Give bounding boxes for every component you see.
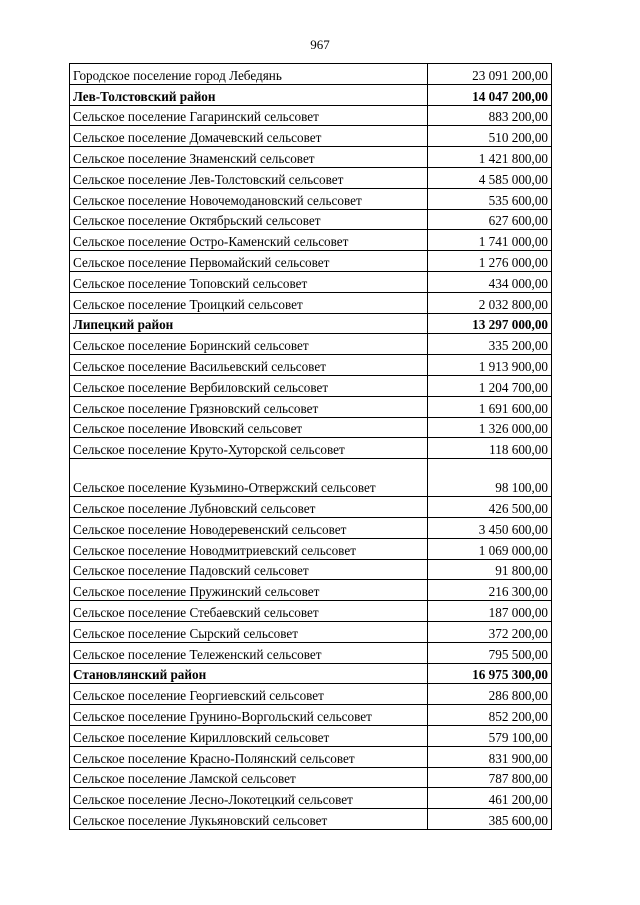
settlement-amount: 1 741 000,00 — [428, 230, 552, 251]
table-row — [70, 601, 552, 622]
table-row — [70, 64, 552, 85]
table-row — [70, 538, 552, 559]
table-row — [70, 334, 552, 355]
table-row — [70, 105, 552, 126]
settlement-amount: 627 600,00 — [428, 209, 552, 230]
settlement-name: Сельское поселение Троицкий сельсовет — [70, 292, 428, 313]
table-row — [70, 396, 552, 417]
settlement-amount: 2 032 800,00 — [428, 292, 552, 313]
settlement-amount: 1 913 900,00 — [428, 355, 552, 376]
table-row — [70, 417, 552, 438]
settlement-amount: 831 900,00 — [428, 746, 552, 767]
district-amount: 13 297 000,00 — [428, 313, 552, 334]
district-name: Липецкий район — [70, 313, 428, 334]
table-body — [70, 64, 552, 830]
table-row — [70, 621, 552, 642]
settlement-amount: 1 421 800,00 — [428, 147, 552, 168]
settlement-name: Сельское поселение Ламской сельсовет — [70, 767, 428, 788]
settlement-amount: 216 300,00 — [428, 580, 552, 601]
settlement-name: Сельское поселение Лукьяновский сельсовет — [70, 809, 428, 830]
settlement-name: Сельское поселение Топовский сельсовет — [70, 271, 428, 292]
district-amount: 14 047 200,00 — [428, 84, 552, 105]
settlement-amount: 1 276 000,00 — [428, 251, 552, 272]
settlement-name: Сельское поселение Кирилловский сельсовет — [70, 725, 428, 746]
settlement-name: Городское поселение город Лебедянь — [70, 64, 428, 85]
settlement-amount: 535 600,00 — [428, 188, 552, 209]
settlement-name: Сельское поселение Октябрьский сельсовет — [70, 209, 428, 230]
settlement-amount: 1 204 700,00 — [428, 375, 552, 396]
settlement-name: Сельское поселение Георгиевский сельсовет — [70, 684, 428, 705]
table-row — [70, 271, 552, 292]
settlement-name: Сельское поселение Грунино-Воргольский сельсовет — [70, 705, 428, 726]
table-row — [70, 355, 552, 376]
settlement-amount: 579 100,00 — [428, 725, 552, 746]
district-amount: 16 975 300,00 — [428, 663, 552, 684]
budget-table — [69, 63, 552, 830]
table-row — [70, 559, 552, 580]
settlement-name: Сельское поселение Домачевский сельсовет — [70, 126, 428, 147]
table-row — [70, 788, 552, 809]
table-row — [70, 497, 552, 518]
settlement-amount: 23 091 200,00 — [428, 64, 552, 85]
table-row — [70, 746, 552, 767]
table-row — [70, 684, 552, 705]
settlement-amount: 372 200,00 — [428, 621, 552, 642]
settlement-amount: 426 500,00 — [428, 497, 552, 518]
settlement-name: Сельское поселение Падовский сельсовет — [70, 559, 428, 580]
settlement-name: Сельское поселение Новодеревенский сельсовет — [70, 517, 428, 538]
settlement-amount: 461 200,00 — [428, 788, 552, 809]
settlement-name: Сельское поселение Знаменский сельсовет — [70, 147, 428, 168]
settlement-amount: 335 200,00 — [428, 334, 552, 355]
table-row — [70, 126, 552, 147]
settlement-amount: 510 200,00 — [428, 126, 552, 147]
settlement-amount: 118 600,00 — [428, 438, 552, 459]
settlement-amount: 1 326 000,00 — [428, 417, 552, 438]
table-row — [70, 459, 552, 497]
district-name: Становлянский район — [70, 663, 428, 684]
settlement-amount: 852 200,00 — [428, 705, 552, 726]
table-row — [70, 292, 552, 313]
table-row — [70, 809, 552, 830]
table-row — [70, 767, 552, 788]
settlement-name: Сельское поселение Лев-Толстовский сельсовет — [70, 167, 428, 188]
settlement-name: Сельское поселение Ивовский сельсовет — [70, 417, 428, 438]
settlement-amount: 3 450 600,00 — [428, 517, 552, 538]
page-number: 967 — [310, 37, 330, 52]
district-name: Лев-Толстовский район — [70, 84, 428, 105]
table-row — [70, 705, 552, 726]
settlement-amount: 4 585 000,00 — [428, 167, 552, 188]
settlement-name: Сельское поселение Новочемодановский сельсовет — [70, 188, 428, 209]
settlement-amount: 385 600,00 — [428, 809, 552, 830]
table-row — [70, 438, 552, 459]
district-row — [70, 84, 552, 105]
settlement-amount: 1 069 000,00 — [428, 538, 552, 559]
settlement-name: Сельское поселение Круто-Хуторской сельсовет — [70, 438, 428, 459]
table-row — [70, 209, 552, 230]
settlement-name: Сельское поселение Гагаринский сельсовет — [70, 105, 428, 126]
settlement-name: Сельское поселение Васильевский сельсовет — [70, 355, 428, 376]
settlement-amount: 434 000,00 — [428, 271, 552, 292]
settlement-name: Сельское поселение Новодмитриевский сельсовет — [70, 538, 428, 559]
settlement-name: Сельское поселение Тележенский сельсовет — [70, 642, 428, 663]
table-row — [70, 517, 552, 538]
district-row — [70, 313, 552, 334]
settlement-name: Сельское поселение Стебаевский сельсовет — [70, 601, 428, 622]
table-row — [70, 642, 552, 663]
settlement-name: Сельское поселение Сырский сельсовет — [70, 621, 428, 642]
settlement-name: Сельское поселение Боринский сельсовет — [70, 334, 428, 355]
settlement-name: Сельское поселение Лесно-Локотецкий сельсовет — [70, 788, 428, 809]
table-row — [70, 147, 552, 168]
settlement-name: Сельское поселение Грязновский сельсовет — [70, 396, 428, 417]
settlement-amount: 187 000,00 — [428, 601, 552, 622]
table-row — [70, 188, 552, 209]
settlement-name: Сельское поселение Пружинский сельсовет — [70, 580, 428, 601]
settlement-amount: 883 200,00 — [428, 105, 552, 126]
settlement-amount: 98 100,00 — [428, 459, 552, 497]
table-row — [70, 251, 552, 272]
settlement-name: Сельское поселение Кузьмино-Отвержский сельсовет — [70, 459, 428, 497]
table-row — [70, 375, 552, 396]
settlement-amount: 91 800,00 — [428, 559, 552, 580]
settlement-name: Сельское поселение Остро-Каменский сельсовет — [70, 230, 428, 251]
settlement-amount: 1 691 600,00 — [428, 396, 552, 417]
table-row — [70, 580, 552, 601]
settlement-amount: 787 800,00 — [428, 767, 552, 788]
table-row — [70, 167, 552, 188]
table-row — [70, 725, 552, 746]
district-row — [70, 663, 552, 684]
settlement-name: Сельское поселение Лубновский сельсовет — [70, 497, 428, 518]
table-row — [70, 230, 552, 251]
settlement-name: Сельское поселение Красно-Полянский сельсовет — [70, 746, 428, 767]
settlement-name: Сельское поселение Вербиловский сельсовет — [70, 375, 428, 396]
settlement-amount: 286 800,00 — [428, 684, 552, 705]
settlement-amount: 795 500,00 — [428, 642, 552, 663]
settlement-name: Сельское поселение Первомайский сельсовет — [70, 251, 428, 272]
